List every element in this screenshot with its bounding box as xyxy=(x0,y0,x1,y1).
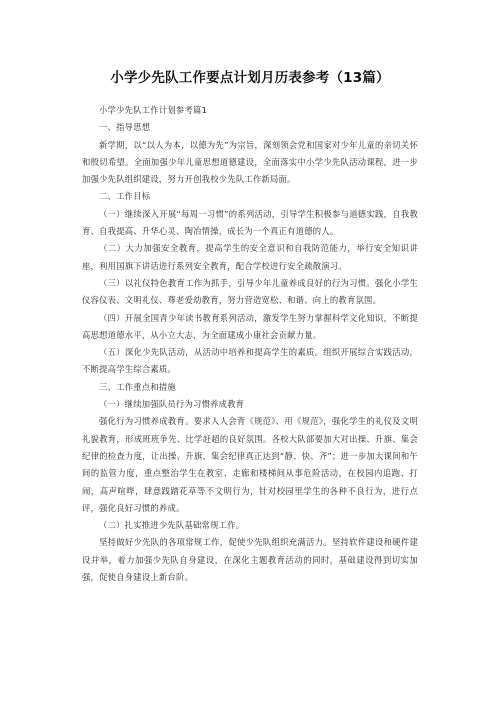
body-paragraph: 坚持做好少先队的各项常规工作，促使少先队组织充满活力。坚持软件建设和硬件建设并举，着力加强少先队自身建设，在深化主题教育活动的同时，基础建设得到切实加强，促使自身建设上新台阶。 xyxy=(82,537,418,583)
subsection-heading: （一）继续加强队员行为习惯养成教育 xyxy=(99,399,245,410)
section-heading: 三、工作重点和措施 xyxy=(99,381,176,392)
section-heading: 小学少先队工作计划参考篇1 xyxy=(99,105,208,115)
section-heading: 二、工作目标 xyxy=(99,191,151,202)
body-paragraph: （一）继续深入开展“每周一习惯”的系列活动，引导学生积极参与道德实践，自我教育、自我提高、升华心灵、陶冶情操，成长为一个真正有道德的人。 xyxy=(82,208,418,237)
document-title: 小学少先队工作要点计划月历表参考（13篇） xyxy=(110,70,390,86)
body-paragraph: 新学期，以“以人为本，以德为先”为宗旨，深刻领会党和国家对少年儿童的亲切关怀和殷切希望。全面加强少年儿童思想道德建设，全面落实中小学少先队活动课程，进一步加强少先队组织建设，努力开创我校少先队工作新局面。 xyxy=(82,139,418,185)
body-paragraph: （五）深化少先队活动，从活动中培养和提高学生的素质。组织开展综合实践活动，不断提高学生综合素质。 xyxy=(82,347,418,375)
section-heading: 一、指导思想 xyxy=(99,122,151,133)
subsection-heading: （二）扎实推进少先队基础常规工作。 xyxy=(99,520,245,531)
body-paragraph: 强化行为习惯养成教育。要求人人会背《规范》、用《规范》，强化学生的礼仪及文明礼貌教育，形成班班争先、比学赶超的良好氛围。各校大队部要加大对出操、升旗、集会纪律的检查力度，让出操、升旗、集会纪律真正达到“静、快、齐”；进一步加大课间和午间的监管力度，重点整治学生在教室、走廊和楼梯间从事危险活动，在校园内追跑、打闹，高声喧哗，肆意践踏花草等不文明行为，针对校园里学生的各种不良行为，进行点评，强化良好习惯的养成。 xyxy=(82,416,418,513)
body-paragraph: （四）开展全国青少年读书教育系列活动，激发学生努力掌握科学文化知识，不断提高思想道德水平，从小立大志，为全面建成小康社会贡献力量。 xyxy=(82,312,418,340)
body-paragraph: （三）以礼仪特色教育工作为抓手，引导少年儿童养成良好的行为习惯。强化小学生仪容仪表、文明礼仪、尊老爱幼教育，努力营造宽松、和谐、向上的教育氛围。 xyxy=(82,277,418,306)
body-paragraph: （二）大力加强安全教育，提高学生的安全意识和自我防范能力，举行安全知识讲座，利用国旗下讲话进行系列安全教育，配合学校进行安全疏散演习。 xyxy=(82,243,418,271)
document-body xyxy=(82,102,418,586)
